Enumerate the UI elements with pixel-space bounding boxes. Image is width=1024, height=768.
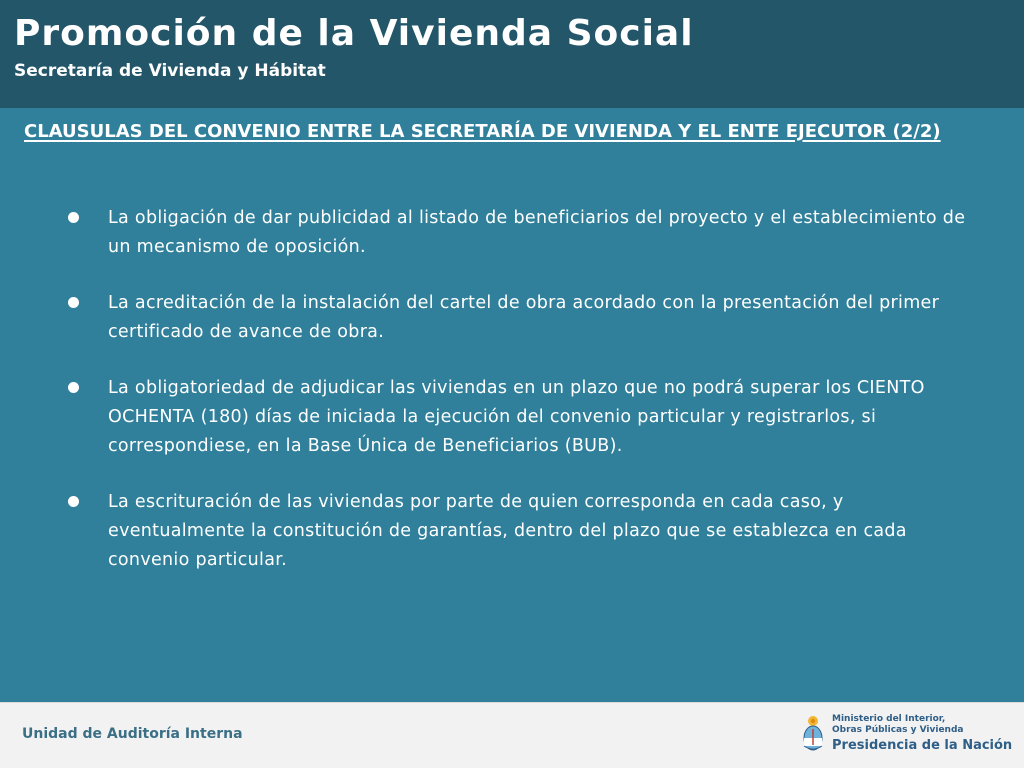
bullet-dot-icon	[68, 382, 79, 393]
ministry-line-2: Obras Públicas y Vivienda	[832, 725, 964, 735]
slide-footer	[0, 702, 1024, 768]
footer-unit-label: Unidad de Auditoría Interna	[22, 726, 243, 742]
section-heading: CLAUSULAS DEL CONVENIO ENTRE LA SECRETARÍA DE VIVIENDA Y EL ENTE EJECUTOR (2/2)	[24, 121, 941, 142]
list-item	[0, 374, 978, 461]
ministry-logo-text	[832, 714, 1012, 754]
bullet-dot-icon	[68, 297, 79, 308]
presidencia-label: Presidencia de la Nación	[832, 738, 1013, 753]
list-item	[0, 488, 978, 575]
bullet-dot-icon	[68, 212, 79, 223]
slide-content	[0, 108, 1024, 702]
slide-header	[0, 0, 1024, 109]
list-item	[0, 204, 978, 262]
list-item	[0, 289, 978, 347]
bullet-text: La escrituración de las viviendas por parte de quien corresponda en cada caso, y eventualmente la constitución de garantías, dentro del plazo que se establezca en cada convenio particular.	[108, 492, 907, 570]
bullet-text: La obligación de dar publicidad al listado de beneficiarios del proyecto y el establecimiento de un mecanismo de oposición.	[108, 208, 966, 257]
slide-subtitle: Secretaría de Vivienda y Hábitat	[14, 61, 326, 81]
bullet-list	[0, 204, 1024, 602]
ministry-line-1: Ministerio del Interior,	[832, 714, 946, 724]
bullet-text: La obligatoriedad de adjudicar las viviendas en un plazo que no podrá superar los CIENTO OCHENTA (180) días de iniciada la ejecución del convenio particular y registrarlos, si correspondiese, en la Base Única de Beneficiarios (BUB).	[108, 378, 925, 456]
bullet-text: La acreditación de la instalación del cartel de obra acordado con la presentación del primer certificado de avance de obra.	[108, 293, 940, 342]
argentina-coat-of-arms-icon	[802, 715, 824, 753]
slide-title: Promoción de la Vivienda Social	[14, 13, 694, 54]
bullet-dot-icon	[68, 496, 79, 507]
